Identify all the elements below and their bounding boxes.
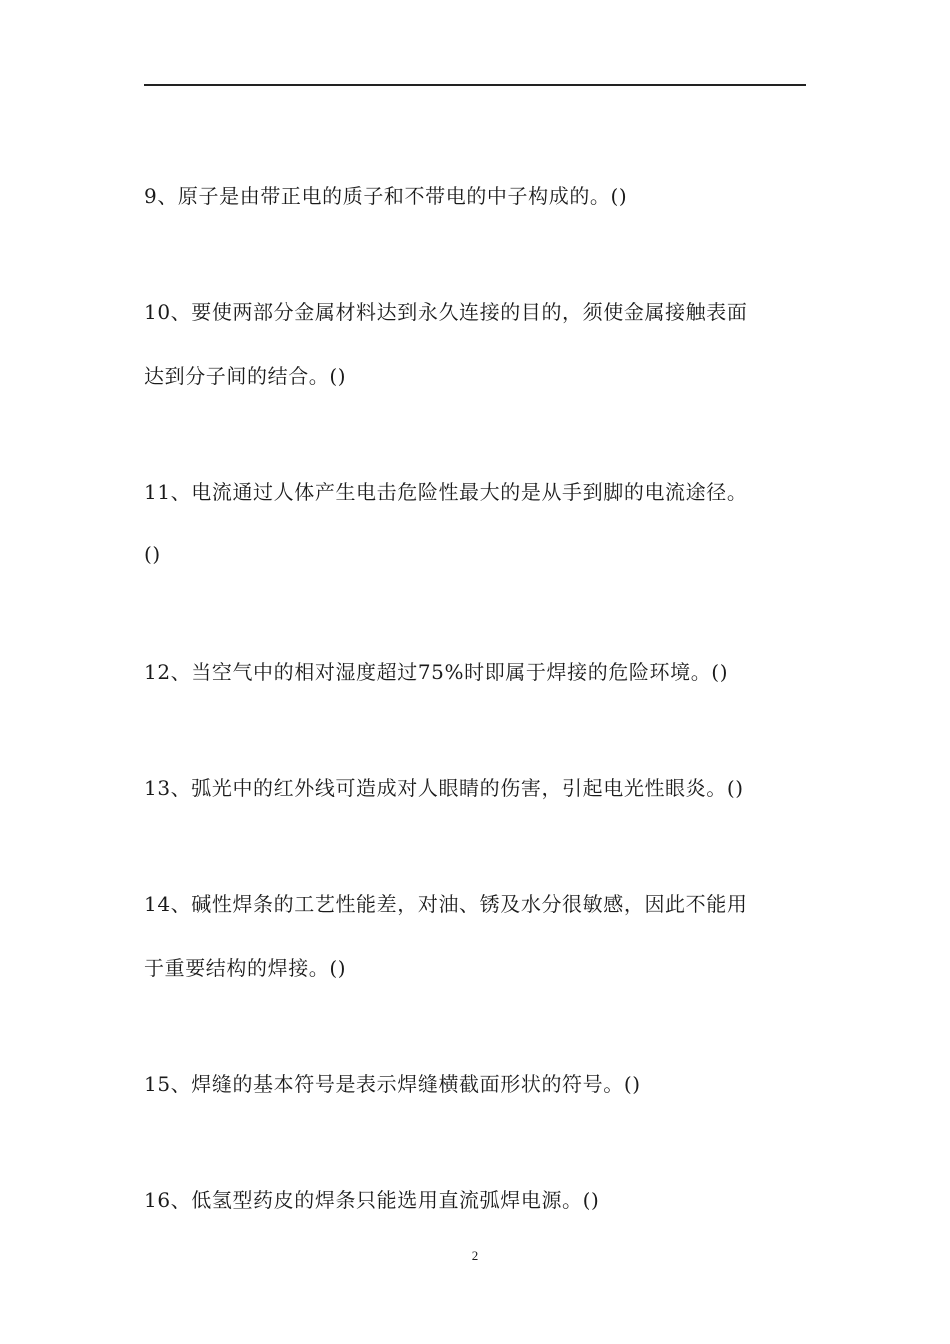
question-13-line-1: 13、弧光中的红外线可造成对人眼睛的伤害，引起电光性眼炎。(): [144, 776, 744, 800]
page-number: 2: [471, 1248, 479, 1263]
question-10-line-2: 达到分子间的结合。(): [144, 364, 347, 388]
question-9-line-1: 9、原子是由带正电的质子和不带电的中子构成的。(): [144, 184, 628, 208]
question-11-line-1: 11、电流通过人体产生电击危险性最大的是从手到脚的电流途径。: [144, 480, 748, 504]
question-10-line-1: 10、要使两部分金属材料达到永久连接的目的，须使金属接触表面: [144, 300, 748, 324]
question-16-line-1: 16、低氢型药皮的焊条只能选用直流弧焊电源。(): [144, 1188, 600, 1212]
question-14-line-1: 14、碱性焊条的工艺性能差，对油、锈及水分很敏感，因此不能用: [144, 892, 748, 916]
question-12-line-1: 12、当空气中的相对湿度超过75%时即属于焊接的危险环境。(): [144, 660, 729, 684]
question-14-line-2: 于重要结构的焊接。(): [144, 956, 347, 980]
question-15-line-1: 15、焊缝的基本符号是表示焊缝横截面形状的符号。(): [144, 1072, 641, 1096]
question-11-line-2: (): [144, 542, 161, 566]
header-rule: [144, 84, 806, 86]
